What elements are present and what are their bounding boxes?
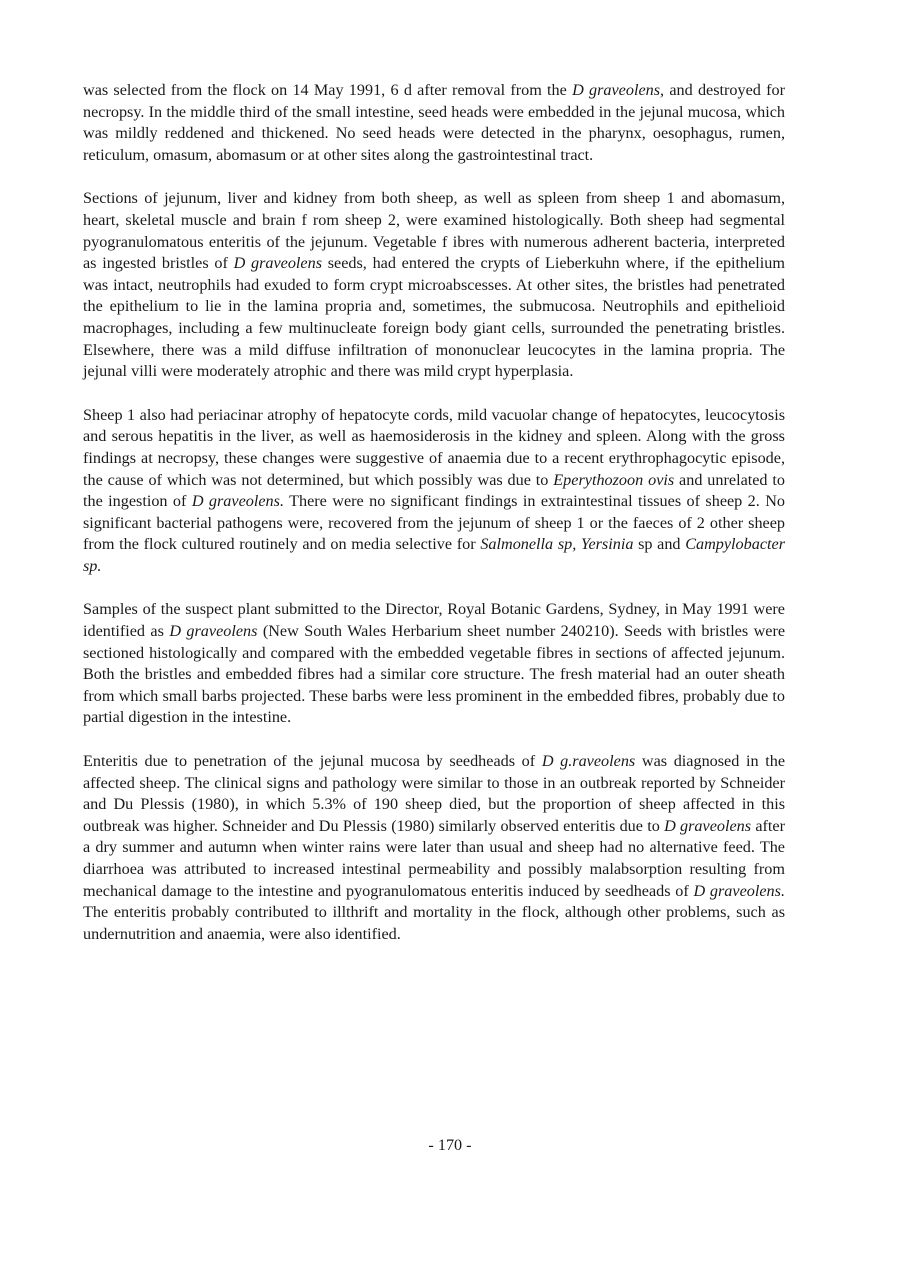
text-segment: was selected from the flock on 14 May 1991, 6 d after removal from the [83, 81, 573, 99]
italic-text-segment: Eperythozoon ovis [553, 470, 675, 489]
italic-text-segment: D graveolens [664, 816, 752, 835]
paragraph [83, 188, 785, 382]
text-segment: Samples of the suspect plant submitted to the Director, Royal Botanic Gardens, Sydney, in May 1991 were identified as [83, 600, 785, 641]
text-segment: seeds, had entered the crypts of Lieberkuhn where, if the epithelium was intact, neutrophils had exuded to form crypt microabscesses. At other sites, the bristles had penetrated the epithelium to lie in the lamina propria and, sometimes, the submucosa. Neutrophils and epithelioid macrophages, including a few multinucleate foreign body giant cells, surrounded the penetrating bristles. Elsewhere, there was a mild diffuse infiltration of mononuclear leucocytes in the lamina propria. The jejunal villi were moderately atrophic and there was mild crypt hyperplasia. [83, 254, 785, 381]
paragraph [83, 599, 785, 729]
italic-text-segment: D graveolens. [191, 492, 284, 511]
text-segment: was diagnosed in the affected sheep. The clinical signs and pathology were similar to those in an outbreak reported by Schneider and Du Plessis (1980), in which 5.3% of 190 sheep died, but the proportion of sheep affected in this outbreak was higher. Schneider and Du Plessis (1980) similarly observed enteritis due to [83, 752, 786, 835]
text-segment: There were no significant findings in extraintestinal tissues of sheep 2. No significant bacterial pathogens were, recovered from the jejunum of sheep 1 or the faeces of 2 other sheep from the flock cultured routinely and on media selective for [83, 492, 786, 554]
italic-text-segment: Salmonella sp, Yersinia [480, 535, 634, 554]
text-segment: (New South Wales Herbarium sheet number 240210). Seeds with bristles were sectioned histologically and compared with the embedded vegetable fibres in sections of affected jejunum. Both the bristles and embedded fibres had a similar core structure. The fresh material had an outer sheath from which small barbs projected. These barbs were less prominent in the embedded fibres, probably due to partial digestion in the intestine. [83, 622, 786, 727]
text-segment: Sheep 1 also had periacinar atrophy of hepatocyte cords, mild vacuolar change of hepatocytes, leucocytosis and serous hepatitis in the liver, as well as haemosiderosis in the kidney and spleen. Along with the gross findings at necropsy, these changes were suggestive of anaemia due to a recent erythrophagocytic episode, the cause of which was not determined, but which possibly was due to [83, 405, 785, 489]
text-segment: and destroyed for necropsy. In the middle third of the small intestine, seed heads were embedded in the jejunal mucosa, which was mildly reddened and thickened. No seed heads were detected in the pharynx, oesophagus, rumen, reticulum, omasum, abomasum or at other sites along the gastrointestinal tract. [83, 81, 785, 164]
italic-text-segment: D graveolens [233, 254, 323, 273]
text-segment: after a dry summer and autumn when winter rains were later than usual and sheep had no alternative feed. The diarrhoea was attributed to increased intestinal permeability and possibly malabsorption resulting from mechanical damage to the intestine and pyogranulomatous enteritis induced by seedheads of [83, 816, 785, 900]
text-segment: Enteritis due to penetration of the jejunal mucosa by seedheads of [83, 752, 542, 771]
paragraph [83, 751, 785, 945]
body-text [83, 80, 785, 945]
text-segment: sp and [633, 535, 686, 554]
text-segment: and unrelated to the ingestion of [83, 470, 785, 511]
paragraph [83, 80, 785, 166]
paragraph [83, 405, 785, 578]
italic-text-segment: D graveolens [169, 622, 258, 641]
italic-text-segment: D graveolens. [693, 881, 785, 900]
page-number: - 170 - [428, 1136, 472, 1154]
italic-text-segment: D g.raveolens [541, 752, 636, 771]
text-segment: Sections of jejunum, liver and kidney from both sheep, as well as spleen from sheep 1 and abomasum, heart, skeletal muscle and brain f rom sheep 2, were examined histologically. Both sheep had segmental pyogranulomatous enteritis of the jejunum. Vegetable f ibres with numerous adherent bacteria, interpreted as ingested bristles of [83, 189, 785, 273]
italic-text-segment: Campylobacter sp. [83, 535, 786, 575]
italic-text-segment: D graveolens, [572, 81, 665, 99]
text-segment: The enteritis probably contributed to illthrift and mortality in the flock, although other problems, such as undernutrition and anaemia, were also identified. [83, 903, 785, 943]
